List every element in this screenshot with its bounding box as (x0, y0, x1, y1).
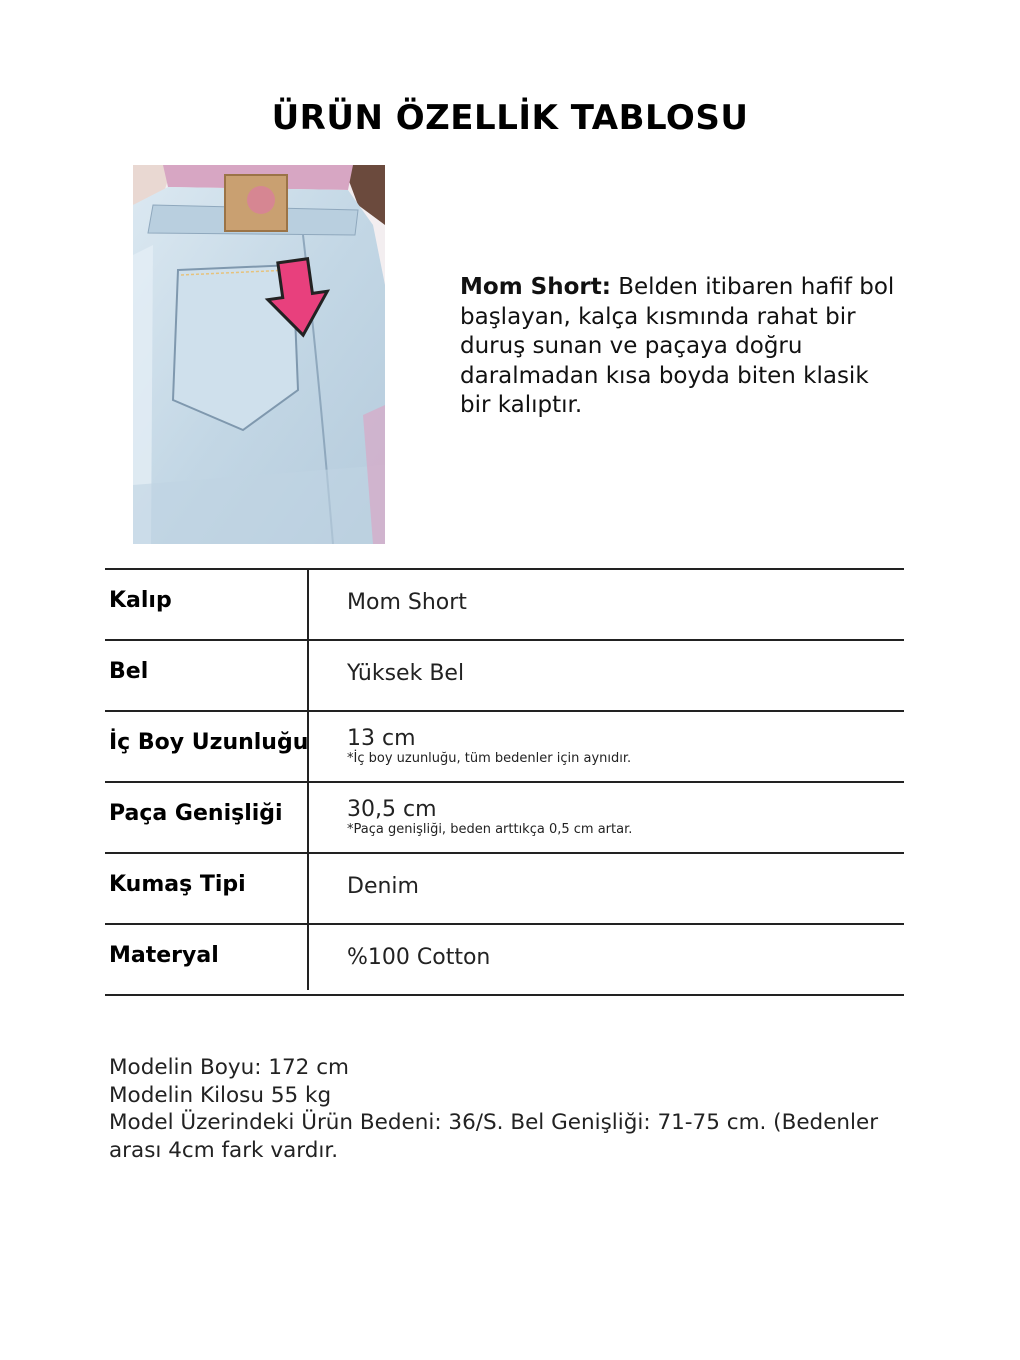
spec-value: Yüksek Bel (347, 661, 465, 686)
model-weight: Modelin Kilosu 55 kg (109, 1082, 332, 1108)
spec-row (105, 710, 904, 781)
description-lead: Mom Short: (460, 274, 611, 300)
spec-label: Bel (109, 659, 149, 684)
spec-value: 13 cm *İç boy uzunluğu, tüm bedenler için aynıdır. (347, 726, 632, 766)
spec-value: 30,5 cm *Paça genişliği, beden arttıkça 0,5 cm artar. (347, 797, 633, 837)
spec-row (105, 639, 904, 710)
description-text: Belden itibaren hafif bol başlayan, kalça kısmında rahat bir duruş sunan ve paçaya doğru daralmadan kısa boyda biten klasik bir kalıptır. (460, 274, 895, 418)
page-title: ÜRÜN ÖZELLİK TABLOSU (271, 98, 749, 138)
spec-note: *Paça genişliği, beden arttıkça 0,5 cm artar. (347, 822, 633, 837)
model-info (109, 1054, 899, 1164)
spec-label: Materyal (109, 943, 219, 968)
model-size: Model Üzerindeki Ürün Bedeni: 36/S. Bel Genişliği: 71-75 cm. (Bedenler arası 4cm fark vardır. (109, 1110, 879, 1163)
spec-row (105, 568, 904, 639)
spec-label: İç Boy Uzunluğu (109, 730, 309, 755)
spec-value: Mom Short (347, 590, 467, 615)
spec-note: *İç boy uzunluğu, tüm bedenler için aynıdır. (347, 751, 632, 766)
spec-table (105, 568, 904, 996)
spec-value: %100 Cotton (347, 945, 491, 970)
spec-label: Paça Genişliği (109, 801, 283, 826)
denim-shorts-image (133, 165, 385, 544)
spec-label: Kalıp (109, 588, 172, 613)
model-height: Modelin Boyu: 172 cm (109, 1055, 349, 1080)
spec-value: Denim (347, 874, 419, 899)
spec-row (105, 852, 904, 923)
spec-row (105, 781, 904, 852)
spec-row (105, 923, 904, 996)
spec-label: Kumaş Tipi (109, 872, 246, 897)
product-description (460, 273, 900, 421)
product-photo (133, 165, 385, 544)
